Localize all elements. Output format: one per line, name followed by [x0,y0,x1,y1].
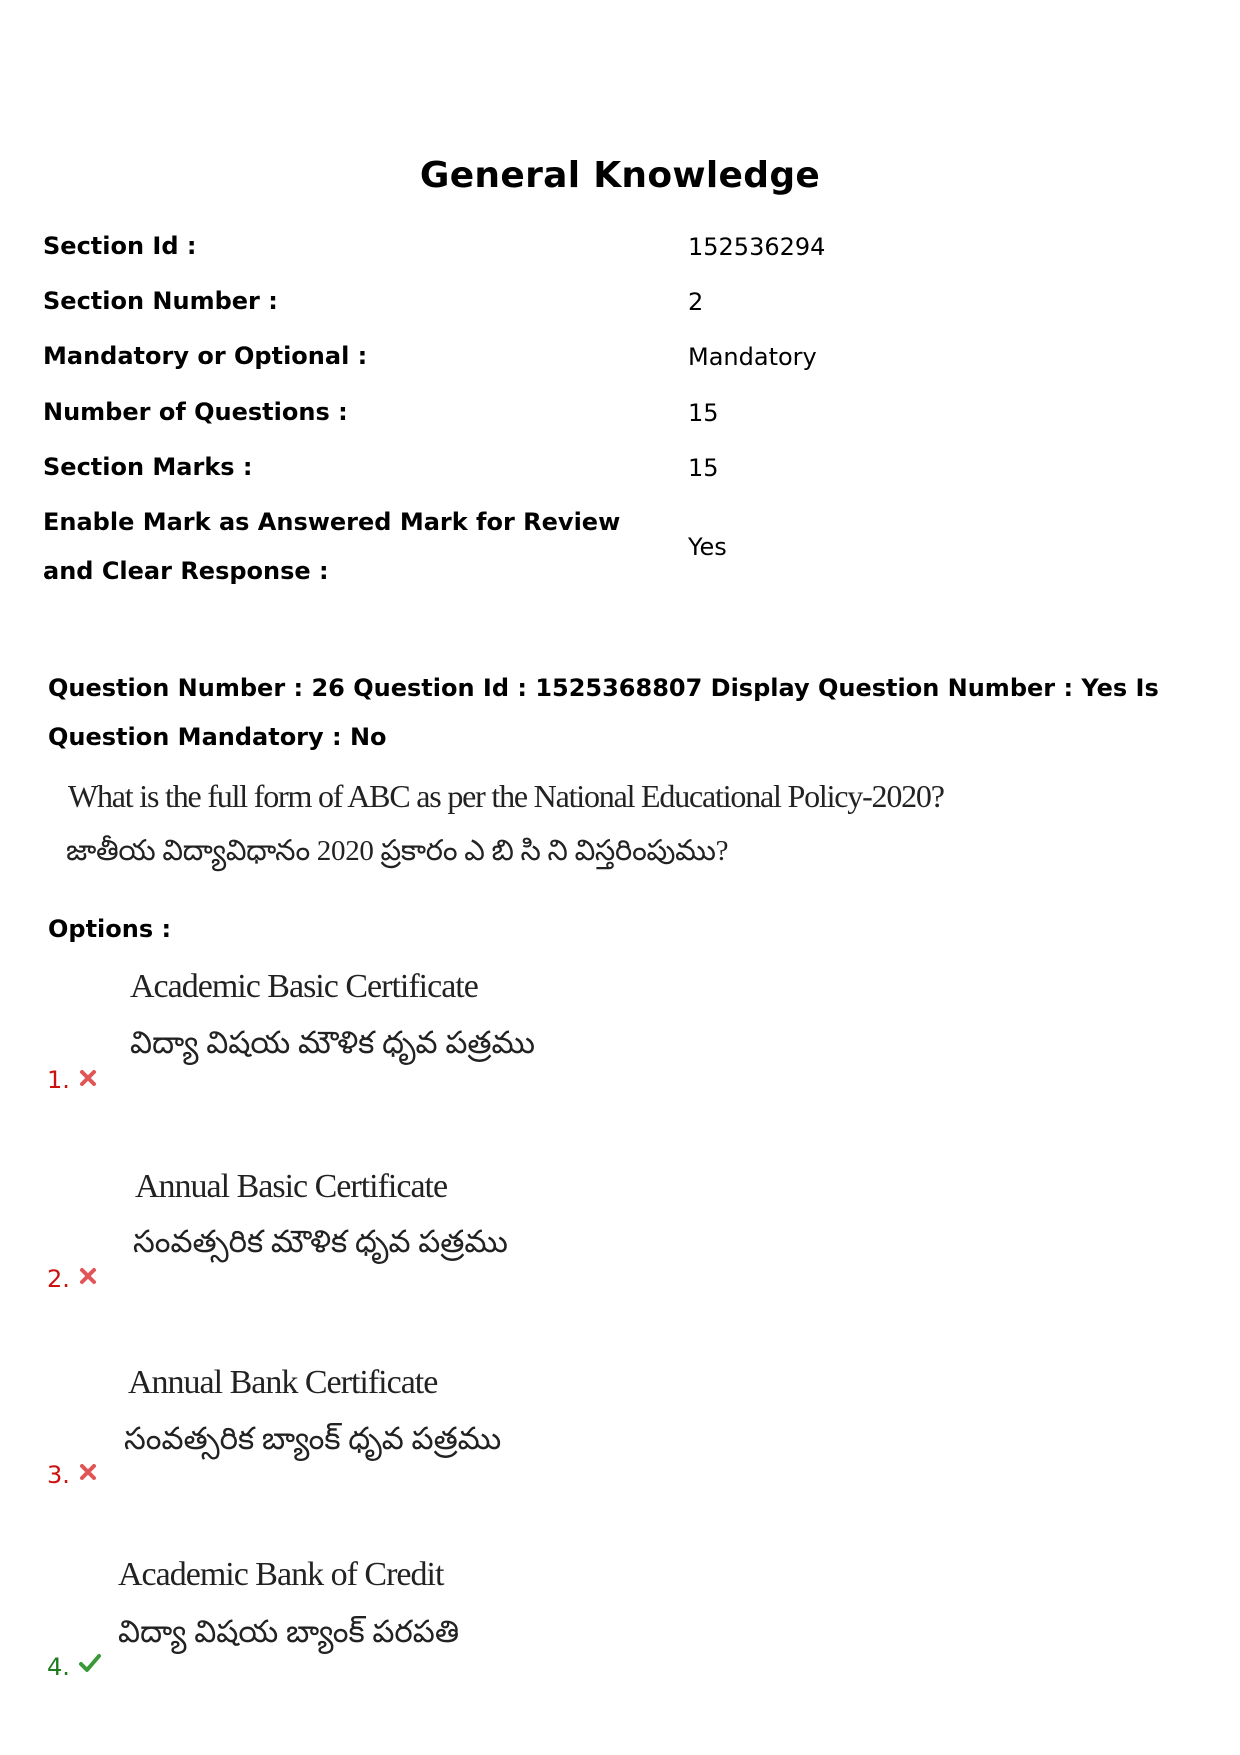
question-text-english: What is the full form of ABC as per the National Educational Policy-2020? [68,778,944,814]
mandatory-optional-label: Mandatory or Optional : [43,342,368,370]
check-icon [78,1652,102,1674]
section-id-label: Section Id : [43,232,197,260]
number-of-questions-label: Number of Questions : [43,398,348,426]
option-3-text-english: Annual Bank Certificate [128,1364,438,1401]
option-2-text-telugu: సంవత్సరిక మౌళిక ధృవ పత్రము [133,1224,508,1259]
option-2-number: 2. [47,1265,70,1293]
section-number-value: 2 [688,288,704,316]
options-label: Options : [48,915,172,943]
mandatory-optional-value: Mandatory [688,343,817,371]
option-1-number: 1. [47,1066,70,1094]
section-id-value: 152536294 [688,233,826,261]
option-4-text-english: Academic Bank of Credit [118,1556,444,1593]
option-2-text-english: Annual Basic Certificate [135,1168,448,1205]
option-1-text-telugu: విద్యా విషయ మౌళిక ధృవ పత్రము [130,1025,536,1060]
enable-mark-value: Yes [688,533,727,561]
cross-icon [78,1462,98,1482]
enable-mark-label: Enable Mark as Answered Mark for Review and Clear Response : [43,508,621,585]
section-number-label: Section Number : [43,287,278,315]
cross-icon [78,1068,98,1088]
cross-icon [78,1266,98,1286]
option-3-number: 3. [47,1461,70,1489]
option-1-text-english: Academic Basic Certificate [130,968,478,1005]
section-marks-value: 15 [688,454,719,482]
option-4-text-telugu: విద్యా విషయ బ్యాంక్ పరపతి [118,1614,460,1649]
number-of-questions-value: 15 [688,399,719,427]
option-4-number: 4. [47,1653,70,1681]
question-header: Question Number : 26 Question Id : 1525368807 Display Question Number : Yes Is Question Mandatory : No [48,674,1159,751]
option-3-text-telugu: సంవత్సరిక బ్యాంక్ ధృవ పత్రము [124,1421,502,1456]
section-title: General Knowledge [419,155,821,196]
question-text-telugu: జాతీయ విద్యావిధానం 2020 ప్రకారం ఎ బి సి ని విస్తరింపుము? [66,835,729,867]
section-marks-label: Section Marks : [43,453,253,481]
